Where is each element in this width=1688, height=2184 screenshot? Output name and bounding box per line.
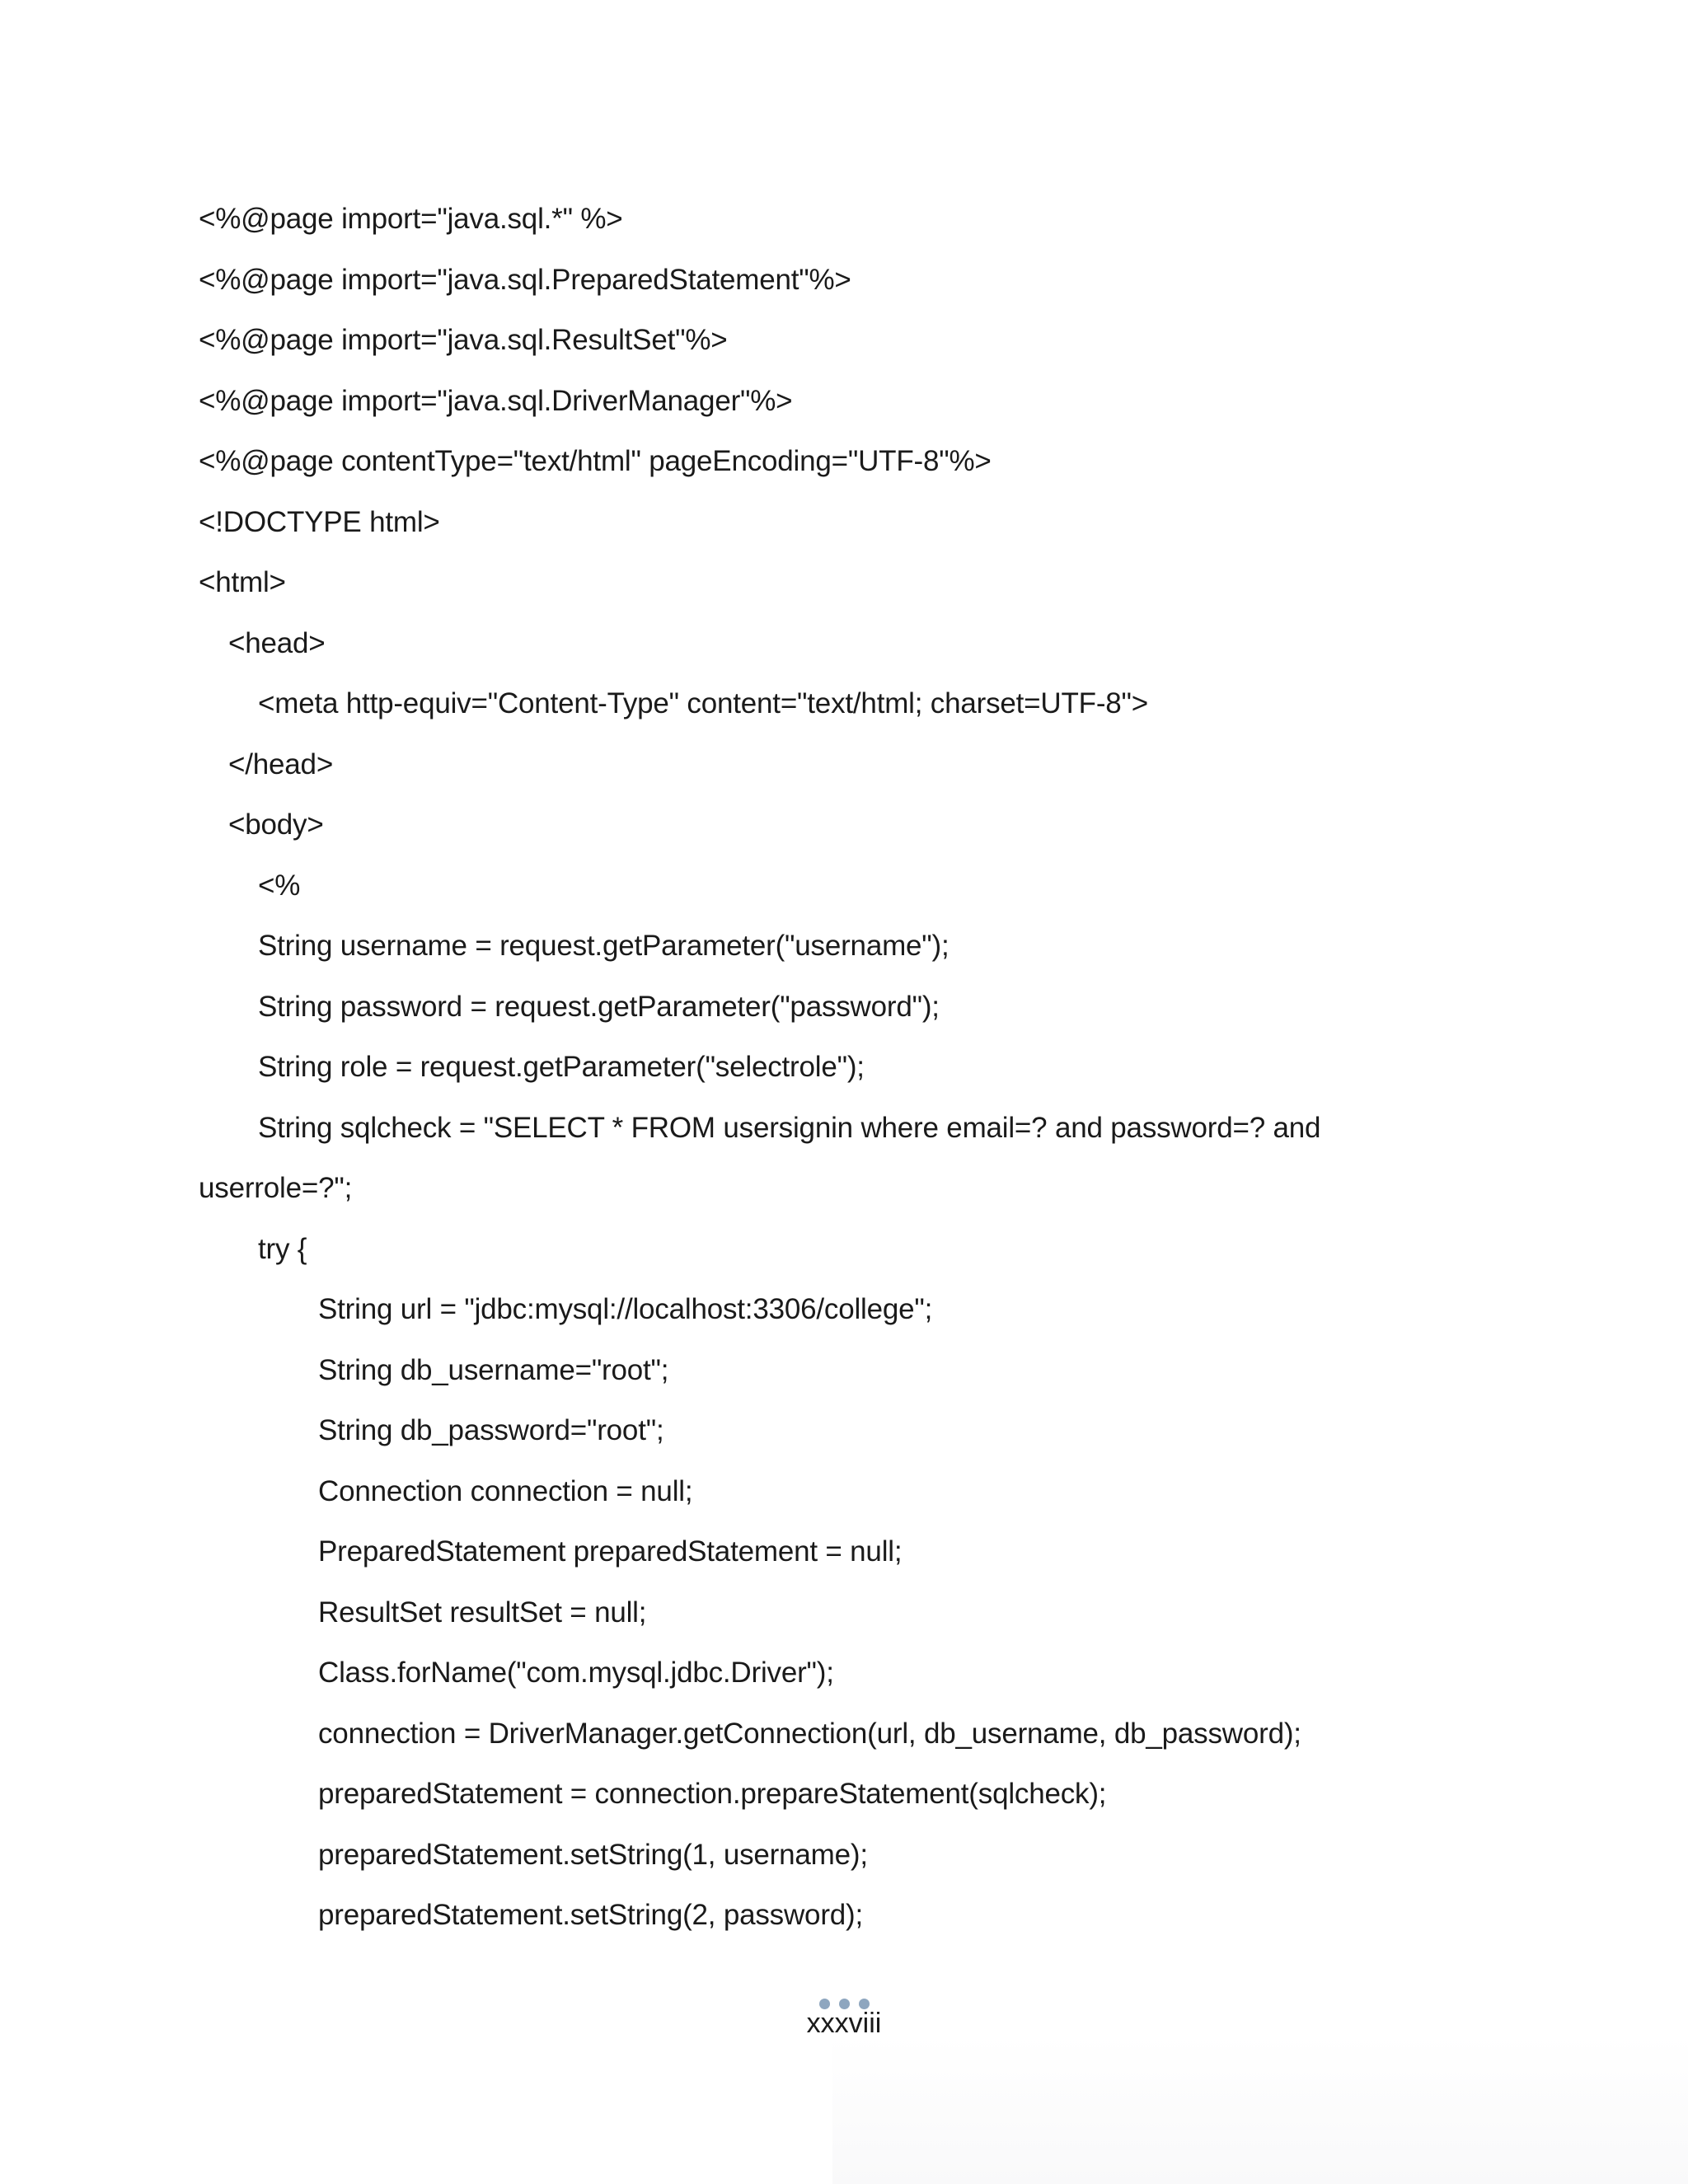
- code-line: try {: [258, 1232, 307, 1265]
- code-line: String url = "jdbc:mysql://localhost:3306/college";: [318, 1293, 933, 1325]
- code-line: preparedStatement.setString(1, username);: [318, 1838, 868, 1871]
- code-line: Connection connection = null;: [318, 1474, 693, 1507]
- code-line: Class.forName("com.mysql.jdbc.Driver");: [318, 1657, 834, 1689]
- code-line: String sqlcheck = "SELECT * FROM usersignin where email=? and password=? and: [258, 1111, 1321, 1144]
- code-line: String username = request.getParameter("username");: [258, 930, 950, 962]
- code-line: String db_username="root";: [318, 1353, 669, 1386]
- code-line: userrole=?";: [199, 1172, 353, 1204]
- code-line: String role = request.getParameter("selectrole");: [258, 1051, 865, 1083]
- code-line: <!DOCTYPE html>: [199, 505, 440, 538]
- code-line: <body>: [228, 808, 324, 841]
- code-line: preparedStatement.setString(2, password);: [318, 1899, 864, 1931]
- code-line: <html>: [199, 566, 286, 598]
- code-line: <%@page import="java.sql.DriverManager"%>: [199, 384, 793, 417]
- page-number: xxxviii: [806, 2008, 882, 2039]
- code-line: </head>: [228, 748, 334, 780]
- code-line: <%: [258, 869, 301, 902]
- code-line: <%@page contentType="text/html" pageEncoding="UTF-8"%>: [199, 445, 992, 477]
- page-corner-shade: [832, 2036, 1688, 2184]
- code-line: ResultSet resultSet = null;: [318, 1596, 647, 1629]
- code-line: <%@page import="java.sql.ResultSet"%>: [199, 324, 728, 356]
- code-line: connection = DriverManager.getConnection(url, db_username, db_password);: [318, 1717, 1301, 1750]
- page-footer: [0, 1999, 1688, 2040]
- code-line: String db_password="root";: [318, 1414, 664, 1446]
- code-line: <%@page import="java.sql.*" %>: [199, 203, 623, 235]
- code-line: <head>: [228, 626, 326, 659]
- code-line: preparedStatement = connection.prepareStatement(sqlcheck);: [318, 1778, 1107, 1810]
- code-line: String password = request.getParameter("password");: [258, 990, 940, 1023]
- code-line: PreparedStatement preparedStatement = null;: [318, 1535, 903, 1568]
- code-line: <%@page import="java.sql.PreparedStatement"%>: [199, 263, 851, 296]
- code-line: <meta http-equiv="Content-Type" content="text/html; charset=UTF-8">: [258, 687, 1149, 719]
- code-listing: [199, 195, 1493, 1952]
